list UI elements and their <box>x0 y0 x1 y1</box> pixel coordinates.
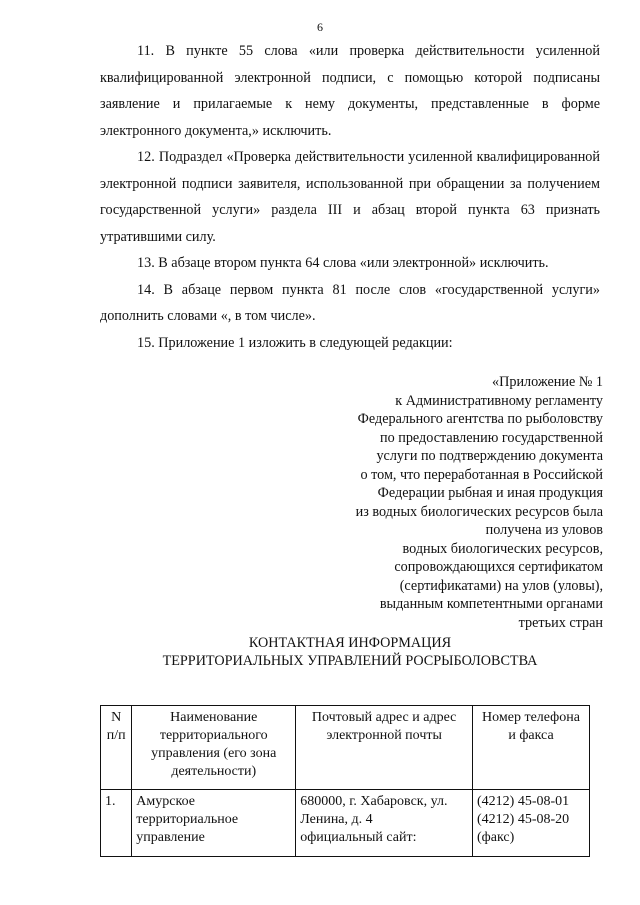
header-number: N п/п <box>101 706 132 790</box>
paragraph-14: 14. В абзаце первом пункта 81 после слов «государственной услуги» дополнить словами «, в том числе». <box>100 281 600 324</box>
paragraph-13: 13. В абзаце втором пункта 64 слова «или электронной» исключить. <box>137 255 549 271</box>
page-number: 6 <box>317 20 323 34</box>
paragraph-11: 11. В пункте 55 слова «или проверка действительности усиленной квалифицированной электронной подписи, с помощью которой подписаны заявление и прилагаемые к нему документы, представленные в форме электронного документа,» исключить. <box>100 43 600 139</box>
table-row <box>101 790 590 857</box>
paragraph-12: 12. Подраздел «Проверка действительности усиленной квалифицированной электронной подписи заявителя, использованной при обращении за получением государственной услуги» раздела III и абзац второй пункта 63 признать утратившими силу. <box>100 149 600 245</box>
document-title: КОНТАКТНАЯ ИНФОРМАЦИЯ ТЕРРИТОРИАЛЬНЫХ УПРАВЛЕНИЙ РОСРЫБОЛОВСТВА <box>162 635 538 669</box>
row-number-cell: 1. <box>101 790 132 857</box>
annex-header: «Приложение № 1 к Административному регламенту Федерального агентства по рыболовству по предоставлению государственной услуги по подтверждению документа о том, что переработанная в Российской Федерации рыбная и иная продукция из водных биологических ресурсов была получена из уловов водных биологических ресурсов, сопровождающихся сертификатом (сертификатами) на улов (уловы), выданным компетентными органами третьих стран <box>355 374 603 631</box>
row-address-cell: 680000, г. Хабаровск, ул. Ленина, д. 4 официальный сайт: <box>296 790 473 857</box>
contacts-table <box>100 705 590 857</box>
row-phone-cell: (4212) 45-08-01 (4212) 45-08-20 (факс) <box>473 790 590 857</box>
row-office-name-cell: Амурское территориальное управление <box>132 790 296 857</box>
header-office-name: Наименование территориального управления (его зона деятельности) <box>132 706 296 790</box>
header-phone: Номер телефона и факса <box>473 706 590 790</box>
table-header-row <box>101 706 590 790</box>
paragraph-15: 15. Приложение 1 изложить в следующей редакции: <box>137 334 453 351</box>
amendment-text <box>100 38 600 356</box>
header-address: Почтовый адрес и адрес электронной почты <box>296 706 473 790</box>
